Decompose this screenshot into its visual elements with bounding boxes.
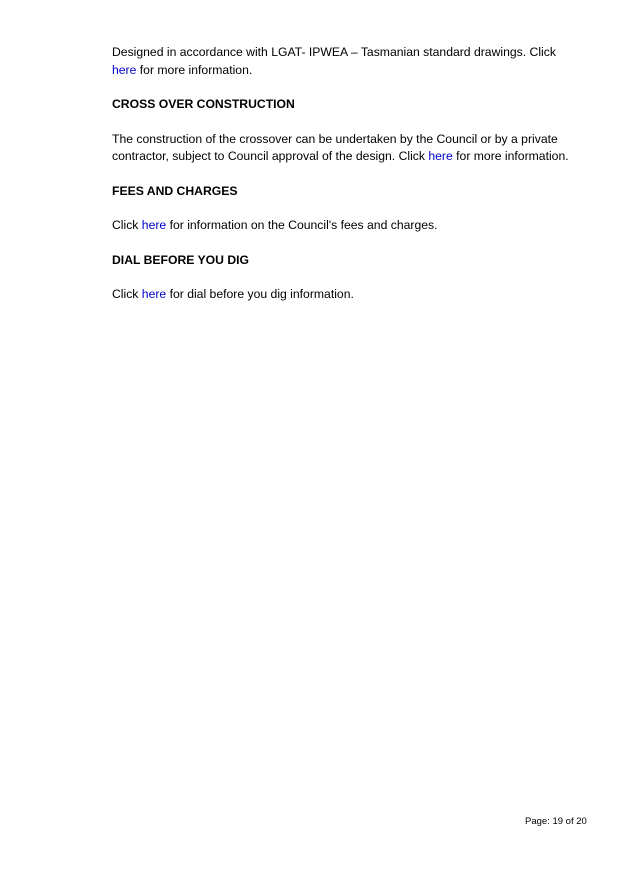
dial-paragraph	[112, 286, 582, 304]
page-content	[112, 44, 582, 304]
standards-here-link[interactable]: here	[112, 62, 137, 77]
crossover-heading: CROSS OVER CONSTRUCTION	[112, 97, 295, 111]
fees-heading: FEES AND CHARGES	[112, 183, 238, 198]
standards-text-after: for more information.	[136, 62, 253, 77]
fees-here-link[interactable]: here	[141, 218, 167, 232]
dial-heading: DIAL BEFORE YOU DIG	[112, 252, 250, 267]
standards-text-before: Designed in accordance with LGAT- IPWEA – Tasmanian standard drawings. Click	[112, 45, 556, 59]
fees-text-before: Click	[112, 218, 142, 232]
fees-paragraph	[112, 217, 582, 235]
crossover-text-before: The construction of the crossover can be undertaken by the Council or by a private contractor, subject to Council approval of the design. Click	[112, 131, 558, 163]
crossover-paragraph	[112, 131, 582, 166]
dial-text-after: for dial before you dig information.	[166, 287, 354, 301]
dial-here-link[interactable]: here	[141, 287, 167, 301]
fees-text-after: for information on the Council's fees and charges.	[166, 218, 438, 232]
crossover-text-after: for more information.	[452, 149, 569, 163]
dial-text-before: Click	[112, 287, 142, 301]
crossover-here-link[interactable]: here	[428, 149, 453, 163]
standards-paragraph	[112, 44, 582, 79]
page-number: Page: 19 of 20	[525, 816, 587, 827]
